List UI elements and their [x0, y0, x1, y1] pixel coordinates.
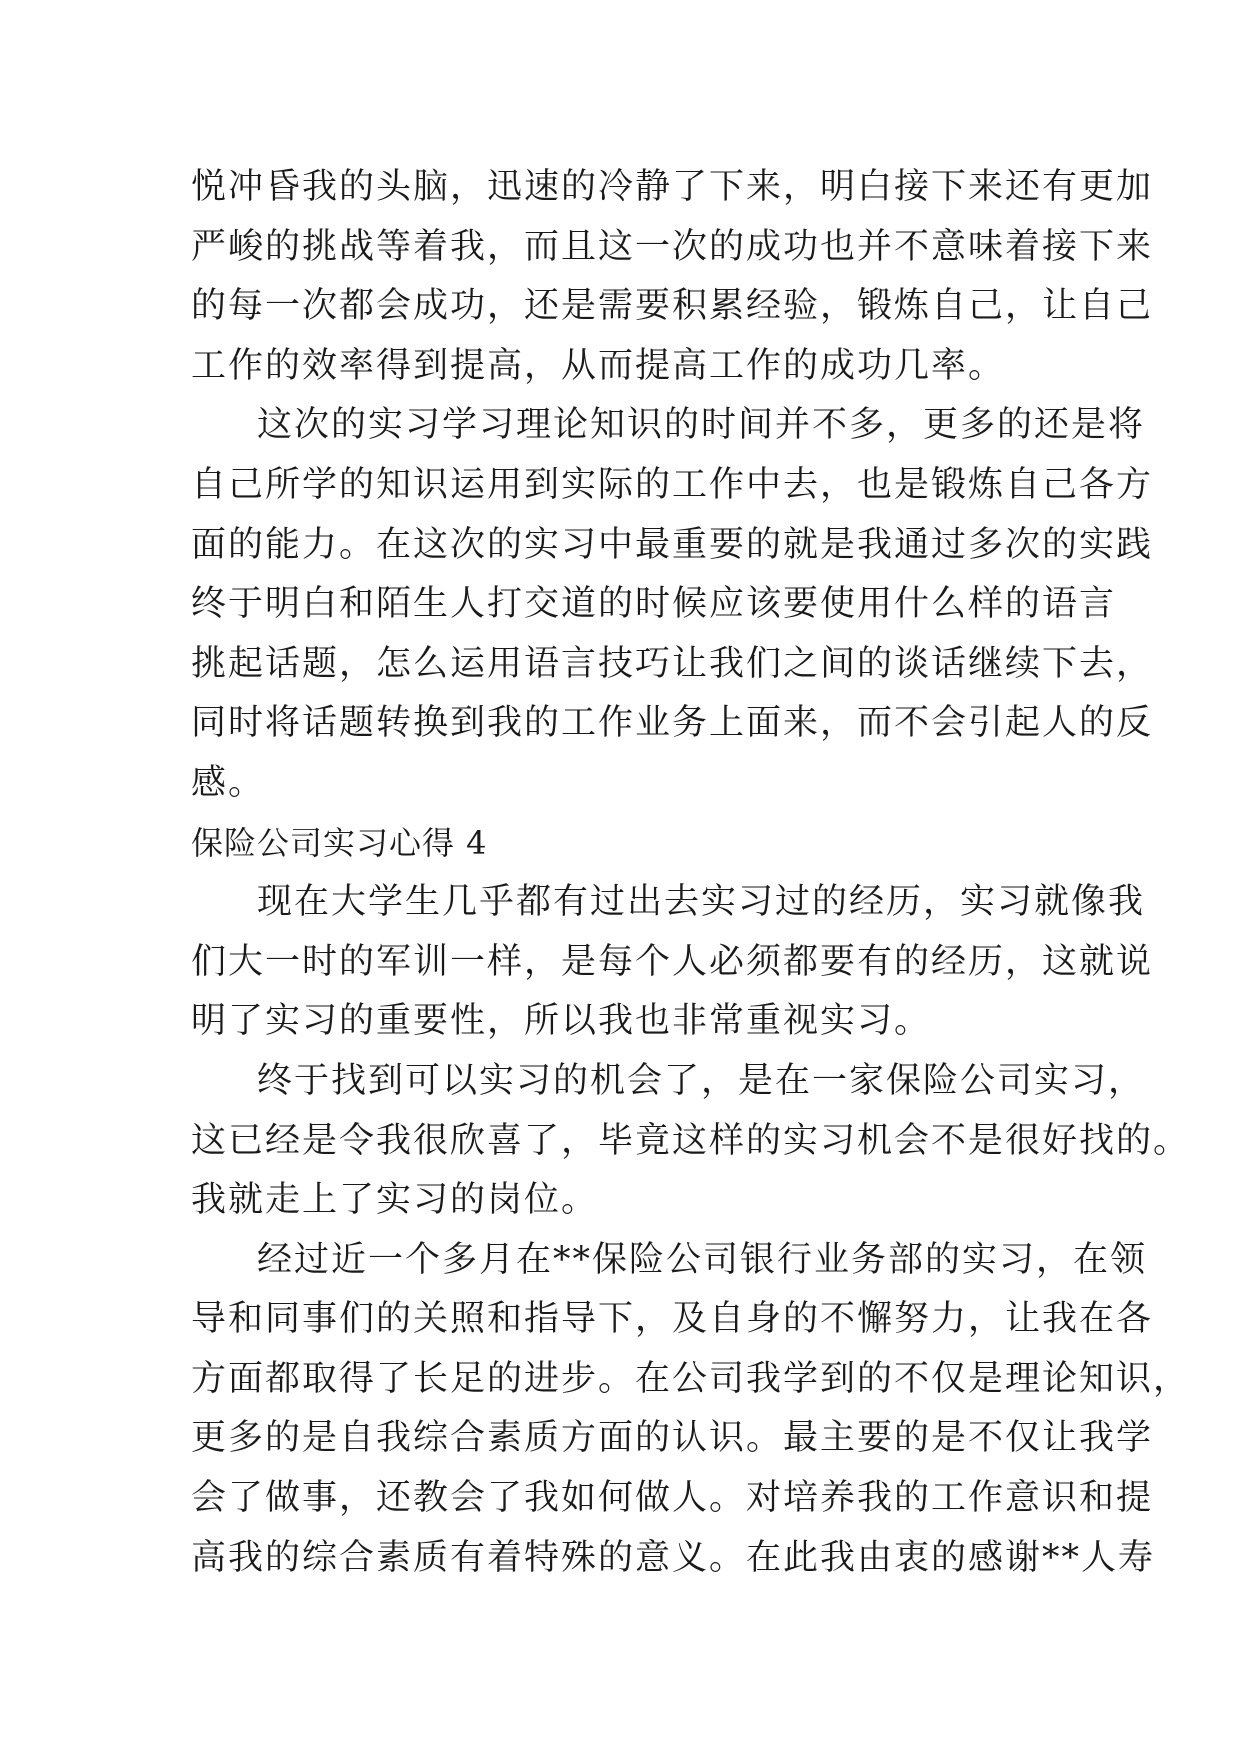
paragraph-line: 工作的效率得到提高，从而提高工作的成功几率。 [191, 345, 1006, 386]
paragraph-line: 经过近一个多月在**保险公司银行业务部的实习，在领 [257, 1239, 1148, 1280]
paragraph-line: 自己所学的知识运用到实际的工作中去，也是锻炼自己各方 [191, 464, 1154, 505]
paragraph-line: 会了做事，还教会了我如何做人。对培养我的工作意识和提 [191, 1478, 1154, 1519]
paragraph-line: 明了实习的重要性，所以我也非常重视实习。 [191, 1001, 932, 1042]
document-body [191, 158, 1191, 1588]
section-heading: 保险公司实习心得 4 [191, 823, 488, 862]
paragraph-line: 方面都取得了长足的进步。在公司我学到的不仅是理论知识， [191, 1358, 1191, 1399]
paragraph-line: 们大一时的军训一样，是每个人必须都要有的经历，这就说 [191, 941, 1154, 982]
paragraph-line: 终于找到可以实习的机会了，是在一家保险公司实习， [257, 1060, 1146, 1101]
paragraph-line: 感。 [191, 762, 266, 803]
paragraph-line: 这已经是令我很欣喜了，毕竟这样的实习机会不是很好找的。 [191, 1120, 1191, 1161]
paragraph-line: 挑起话题，怎么运用语言技巧让我们之间的谈话继续下去， [191, 643, 1154, 684]
paragraph-line: 这次的实习学习理论知识的时间并不多，更多的还是将 [257, 405, 1146, 446]
paragraph-line: 悦冲昏我的头脑，迅速的冷静了下来，明白接下来还有更加 [191, 167, 1154, 207]
paragraph-line: 高我的综合素质有着特殊的意义。在此我由衷的感谢**人寿 [191, 1537, 1156, 1578]
paragraph-line: 同时将话题转换到我的工作业务上面来，而不会引起人的反 [191, 703, 1154, 744]
paragraph-line: 终于明白和陌生人打交道的时候应该要使用什么样的语言 [191, 584, 1117, 625]
paragraph-line: 更多的是自我综合素质方面的认识。最主要的是不仅让我学 [191, 1418, 1154, 1459]
paragraph-line: 导和同事们的关照和指导下，及自身的不懈努力，让我在各 [191, 1299, 1154, 1340]
paragraph-line: 的每一次都会成功，还是需要积累经验，锻炼自己，让自己 [191, 286, 1154, 327]
paragraph-line: 面的能力。在这次的实习中最重要的就是我通过多次的实践 [191, 524, 1154, 565]
paragraph-line: 严峻的挑战等着我，而且这一次的成功也并不意味着接下来 [191, 226, 1154, 267]
paragraph-line: 我就走上了实习的岗位。 [191, 1180, 599, 1221]
paragraph-line: 现在大学生几乎都有过出去实习过的经历，实习就像我 [257, 882, 1146, 923]
